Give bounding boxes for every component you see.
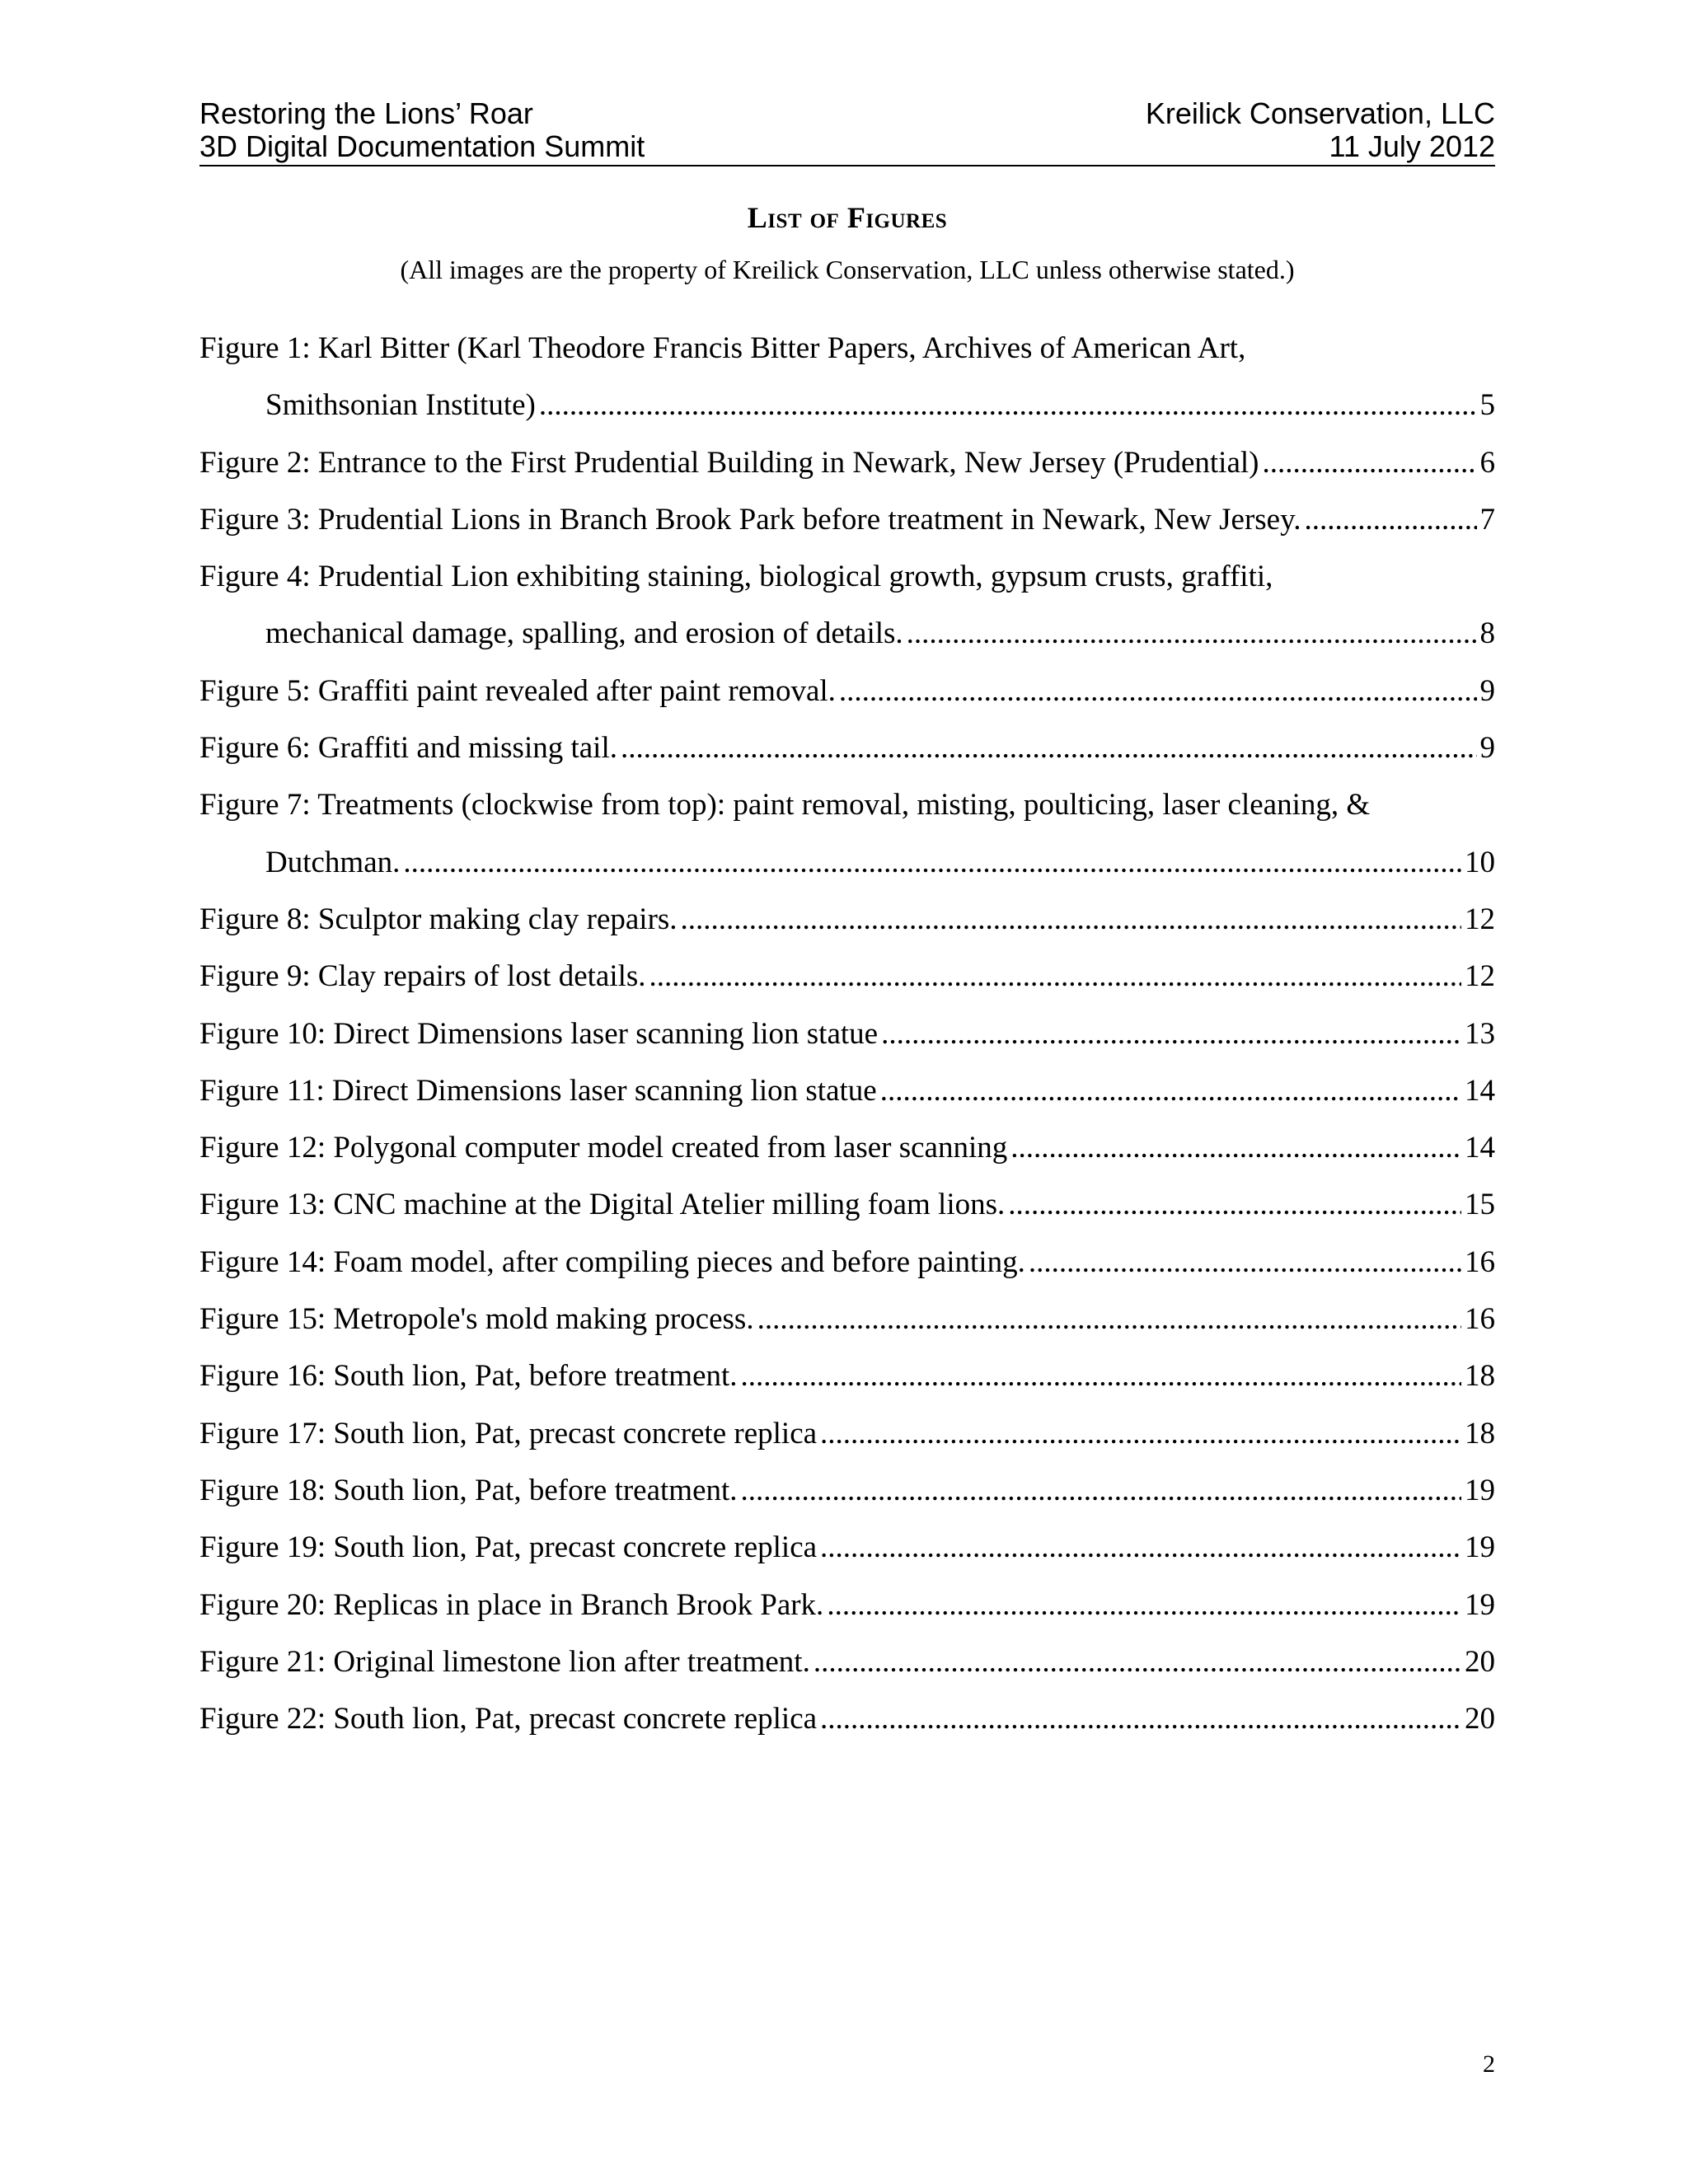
figure-entry-line	[199, 1234, 1495, 1291]
figure-entry[interactable]	[199, 719, 1495, 776]
figure-entry[interactable]	[199, 1176, 1495, 1233]
dot-leader	[820, 1405, 1461, 1462]
dot-leader	[1008, 1176, 1461, 1233]
figure-entry[interactable]	[199, 434, 1495, 491]
figure-entry[interactable]	[199, 1234, 1495, 1291]
header-document-title: Restoring the Lions’ Roar	[199, 96, 533, 130]
figure-caption-continued: Dutchman.	[265, 845, 401, 879]
figure-entry-line	[199, 434, 1495, 491]
figure-caption: Figure 9: Clay repairs of lost details.	[199, 959, 646, 994]
dot-leader	[539, 377, 1477, 434]
figure-entry[interactable]	[199, 776, 1495, 891]
figure-page-number: 18	[1465, 1359, 1495, 1394]
figure-entry[interactable]	[199, 891, 1495, 948]
figure-entry-line	[199, 1690, 1495, 1747]
dot-leader	[1029, 1234, 1461, 1291]
dot-leader	[741, 1347, 1461, 1404]
figure-entry-line	[199, 663, 1495, 719]
figure-page-number: 9	[1479, 673, 1495, 708]
figure-entry[interactable]	[199, 1633, 1495, 1690]
figure-entry-line	[199, 1119, 1495, 1176]
figure-page-number: 19	[1465, 1473, 1495, 1507]
figure-caption: Figure 17: South lion, Pat, precast concrete replica	[199, 1416, 818, 1451]
list-of-figures	[199, 320, 1495, 1747]
figure-entry-line	[199, 1405, 1495, 1462]
dot-leader	[649, 948, 1461, 1005]
figure-entry[interactable]	[199, 1405, 1495, 1462]
figure-entry-line	[199, 891, 1495, 948]
figure-entry-line	[199, 605, 1495, 662]
figure-caption-continued: mechanical damage, spalling, and erosion of details.	[265, 616, 903, 651]
dot-leader	[880, 1062, 1461, 1119]
figure-page-number: 13	[1465, 1016, 1495, 1051]
figure-page-number: 16	[1465, 1302, 1495, 1337]
figure-caption: Figure 10: Direct Dimensions laser scanning lion statue	[199, 1016, 879, 1051]
figure-entry-line	[199, 1291, 1495, 1347]
figure-page-number: 12	[1465, 959, 1495, 994]
dot-leader	[907, 605, 1477, 662]
figure-entry[interactable]	[199, 548, 1495, 663]
figure-caption: Figure 7: Treatments (clockwise from top): paint removal, misting, poulticing, laser cleaning, &	[199, 788, 1371, 823]
figure-caption: Figure 22: South lion, Pat, precast concrete replica	[199, 1702, 818, 1736]
dot-leader	[839, 663, 1477, 719]
figure-entry-line	[199, 1633, 1495, 1690]
figure-page-number: 20	[1465, 1644, 1495, 1679]
figure-caption: Figure 11: Direct Dimensions laser scanning lion statue	[199, 1073, 877, 1108]
figure-caption: Figure 15: Metropole's mold making process.	[199, 1302, 754, 1337]
figure-caption: Figure 20: Replicas in place in Branch Brook Park.	[199, 1587, 824, 1622]
figure-page-number: 6	[1479, 445, 1495, 480]
figure-caption: Figure 18: South lion, Pat, before treatment.	[199, 1473, 738, 1507]
figure-caption: Figure 21: Original limestone lion after treatment.	[199, 1644, 810, 1679]
header-row-2	[199, 130, 1495, 166]
figure-entry[interactable]	[199, 1347, 1495, 1404]
figure-caption: Figure 16: South lion, Pat, before treatment.	[199, 1359, 738, 1394]
figure-entry[interactable]	[199, 1291, 1495, 1347]
figure-page-number: 5	[1479, 388, 1495, 423]
figure-page-number: 10	[1465, 845, 1495, 879]
figure-caption: Figure 14: Foam model, after compiling pieces and before painting.	[199, 1244, 1025, 1279]
dot-leader	[881, 1005, 1461, 1062]
figure-entry-line	[199, 834, 1495, 891]
dot-leader	[621, 719, 1477, 776]
figure-caption: Figure 8: Sculptor making clay repairs.	[199, 902, 678, 936]
figure-entry-line	[199, 1176, 1495, 1233]
figure-entry[interactable]	[199, 491, 1495, 548]
figure-page-number: 20	[1465, 1702, 1495, 1736]
figure-entry-line	[199, 1062, 1495, 1119]
figure-entry-line	[199, 719, 1495, 776]
dot-leader	[403, 834, 1461, 891]
figure-entry-line	[199, 776, 1495, 833]
dot-leader	[820, 1519, 1461, 1576]
figure-caption: Figure 19: South lion, Pat, precast concrete replica	[199, 1530, 818, 1565]
figure-entry[interactable]	[199, 1119, 1495, 1176]
dot-leader	[1010, 1119, 1461, 1176]
figure-entry-line	[199, 1577, 1495, 1633]
figure-entry[interactable]	[199, 1062, 1495, 1119]
dot-leader	[827, 1577, 1461, 1633]
dot-leader	[741, 1462, 1461, 1519]
figure-entry-line	[199, 1347, 1495, 1404]
dot-leader	[1304, 491, 1476, 548]
dot-leader	[757, 1291, 1461, 1347]
header-row-1	[199, 97, 1495, 130]
figure-caption: Figure 4: Prudential Lion exhibiting staining, biological growth, gypsum crusts, graffiti,	[199, 560, 1273, 594]
figure-entry-line	[199, 377, 1495, 434]
figure-entry[interactable]	[199, 663, 1495, 719]
header-date: 11 July 2012	[1329, 129, 1495, 163]
figure-page-number: 18	[1465, 1416, 1495, 1451]
figure-entry-line	[199, 548, 1495, 605]
figure-entry-line	[199, 948, 1495, 1005]
figure-caption-continued: Smithsonian Institute)	[265, 388, 536, 423]
figure-page-number: 14	[1465, 1073, 1495, 1108]
figure-caption: Figure 12: Polygonal computer model created from laser scanning	[199, 1131, 1008, 1165]
figure-entry[interactable]	[199, 1577, 1495, 1633]
page-number: 2	[1483, 2050, 1495, 2078]
figure-page-number: 7	[1479, 502, 1495, 537]
figure-entry-line	[199, 1005, 1495, 1062]
figure-caption: Figure 5: Graffiti paint revealed after paint removal.	[199, 673, 836, 708]
figure-page-number: 14	[1465, 1131, 1495, 1165]
figure-caption: Figure 2: Entrance to the First Prudential Building in Newark, New Jersey (Prudential)	[199, 445, 1259, 480]
figure-entry-line	[199, 1462, 1495, 1519]
dot-leader	[1262, 434, 1476, 491]
figure-caption: Figure 3: Prudential Lions in Branch Brook Park before treatment in Newark, New Jersey.	[199, 502, 1301, 537]
dot-leader	[814, 1633, 1461, 1690]
dot-leader	[820, 1690, 1461, 1747]
figure-caption: Figure 1: Karl Bitter (Karl Theodore Francis Bitter Papers, Archives of American Art,	[199, 331, 1246, 365]
figure-page-number: 15	[1465, 1188, 1495, 1222]
figure-entry[interactable]	[199, 1462, 1495, 1519]
figure-entry[interactable]	[199, 1519, 1495, 1576]
figure-page-number: 12	[1465, 902, 1495, 936]
figure-entry-line	[199, 320, 1495, 377]
figure-entry[interactable]	[199, 1690, 1495, 1747]
dot-leader	[681, 891, 1461, 948]
page-title: List of Figures	[747, 201, 948, 234]
figure-entry-line	[199, 1519, 1495, 1576]
figure-caption: Figure 6: Graffiti and missing tail.	[199, 731, 617, 766]
figure-page-number: 19	[1465, 1587, 1495, 1622]
figure-entry[interactable]	[199, 948, 1495, 1005]
header-organization: Kreilick Conservation, LLC	[1145, 96, 1495, 130]
figure-page-number: 9	[1479, 731, 1495, 766]
figure-entry[interactable]	[199, 1005, 1495, 1062]
figure-page-number: 19	[1465, 1530, 1495, 1565]
figure-page-number: 16	[1465, 1244, 1495, 1279]
figure-entry[interactable]	[199, 320, 1495, 434]
figure-entry-line	[199, 491, 1495, 548]
image-credit-note: (All images are the property of Kreilick Conservation, LLC unless otherwise stated.)	[400, 255, 1295, 284]
header-event: 3D Digital Documentation Summit	[199, 129, 645, 163]
figure-caption: Figure 13: CNC machine at the Digital Atelier milling foam lions.	[199, 1188, 1006, 1222]
running-header	[199, 97, 1495, 166]
figure-page-number: 8	[1479, 616, 1495, 651]
